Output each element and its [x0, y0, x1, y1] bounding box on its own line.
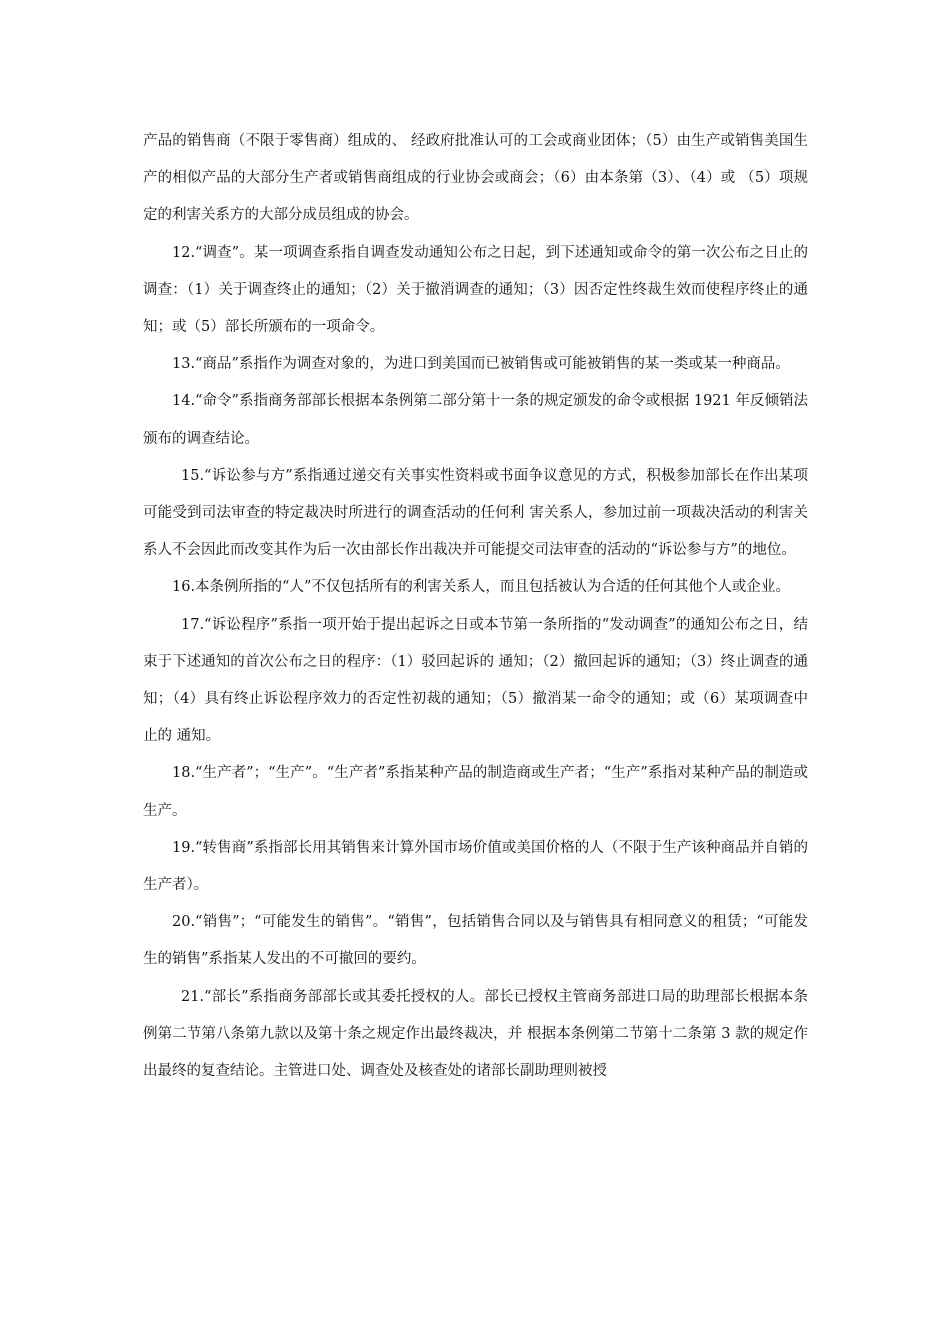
paragraph-14-order: 14.“命令”系指商务部部长根据本条例第二部分第十一条的规定颁发的命令或根据 1921 年反倾销法颁布的调查结论。 — [143, 393, 808, 447]
paragraph-21-secretary: 21.“部长”系指商务部部长或其委托授权的人。部长已授权主管商务部进口局的助理部长根据本条例第二节第八条第九款以及第十条之规定作出最终裁决，并 根据本条例第二节第十二条第 3 款的规定作出最终的复查结论。主管进口处、调查处及核查处的诸部长副助理则被授 — [143, 988, 808, 1080]
paragraph-18-producer: 18.“生产者”；“生产”。“生产者”系指某种产品的制造商或生产者；“生产”系指对某种产品的制造或生产。 — [143, 765, 808, 819]
document-body — [143, 123, 808, 1090]
paragraph-continuation: 产品的销售商（不限于零售商）组成的、 经政府批准认可的工会或商业团体；（5）由生产或销售美国生产的相似产品的大部分生产者或销售商组成的行业协会或商会；（6）由本条第（3）、（4）或 （5）项规定的利害关系方的大部分成员组成的协会。 — [143, 133, 808, 224]
paragraph-15-party-to-proceeding: 15.“诉讼参与方”系指通过递交有关事实性资料或书面争议意见的方式，积极参加部长在作出某项可能受到司法审查的特定裁决时所进行的调查活动的任何利 害关系人，参加过前一项裁决活动的利害关系人不会因此而改变其作为后一次由部长作出裁决并可能提交司法审查的活动的“诉讼参与方”的地位。 — [143, 467, 808, 559]
paragraph-16-person: 16.本条例所指的“人”不仅包括所有的利害关系人，而且包括被认为合适的任何其他个人或企业。 — [172, 579, 790, 596]
paragraph-12-investigation: 12.“调查”。某一项调查系指自调查发动通知公布之日起，到下述通知或命令的第一次公布之日止的调查：（1）关于调查终止的通知；（2）关于撤消调查的通知；（3）因否定性终裁生效而使程序终止的通知；或（5）部长所颁布的一项命令。 — [143, 244, 808, 336]
paragraph-20-sale: 20.“销售”；“可能发生的销售”。“销售”，包括销售合同以及与销售具有相同意义的租赁；“可能发生的销售”系指某人发出的不可撤回的要约。 — [143, 914, 808, 968]
paragraph-13-merchandise: 13.“商品”系指作为调查对象的，为进口到美国而已被销售或可能被销售的某一类或某一种商品。 — [172, 356, 790, 373]
paragraph-17-proceeding: 17.“诉讼程序”系指一项开始于提出起诉之日或本节第一条所指的“发动调查”的通知公布之日，结束于下述通知的首次公布之日的程序：（1）驳回起诉的 通知；（2）撤回起诉的通知；（3）终止调查的通知；（4）具有终止诉讼程序效力的否定性初裁的通知；（5）撤消某一命令的通知；或（6）某项调查中止的 通知。 — [143, 616, 808, 745]
paragraph-19-reseller: 19.“转售商”系指部长用其销售来计算外国市场价值或美国价格的人（不限于生产该种商品并自销的生产者）。 — [143, 839, 808, 894]
